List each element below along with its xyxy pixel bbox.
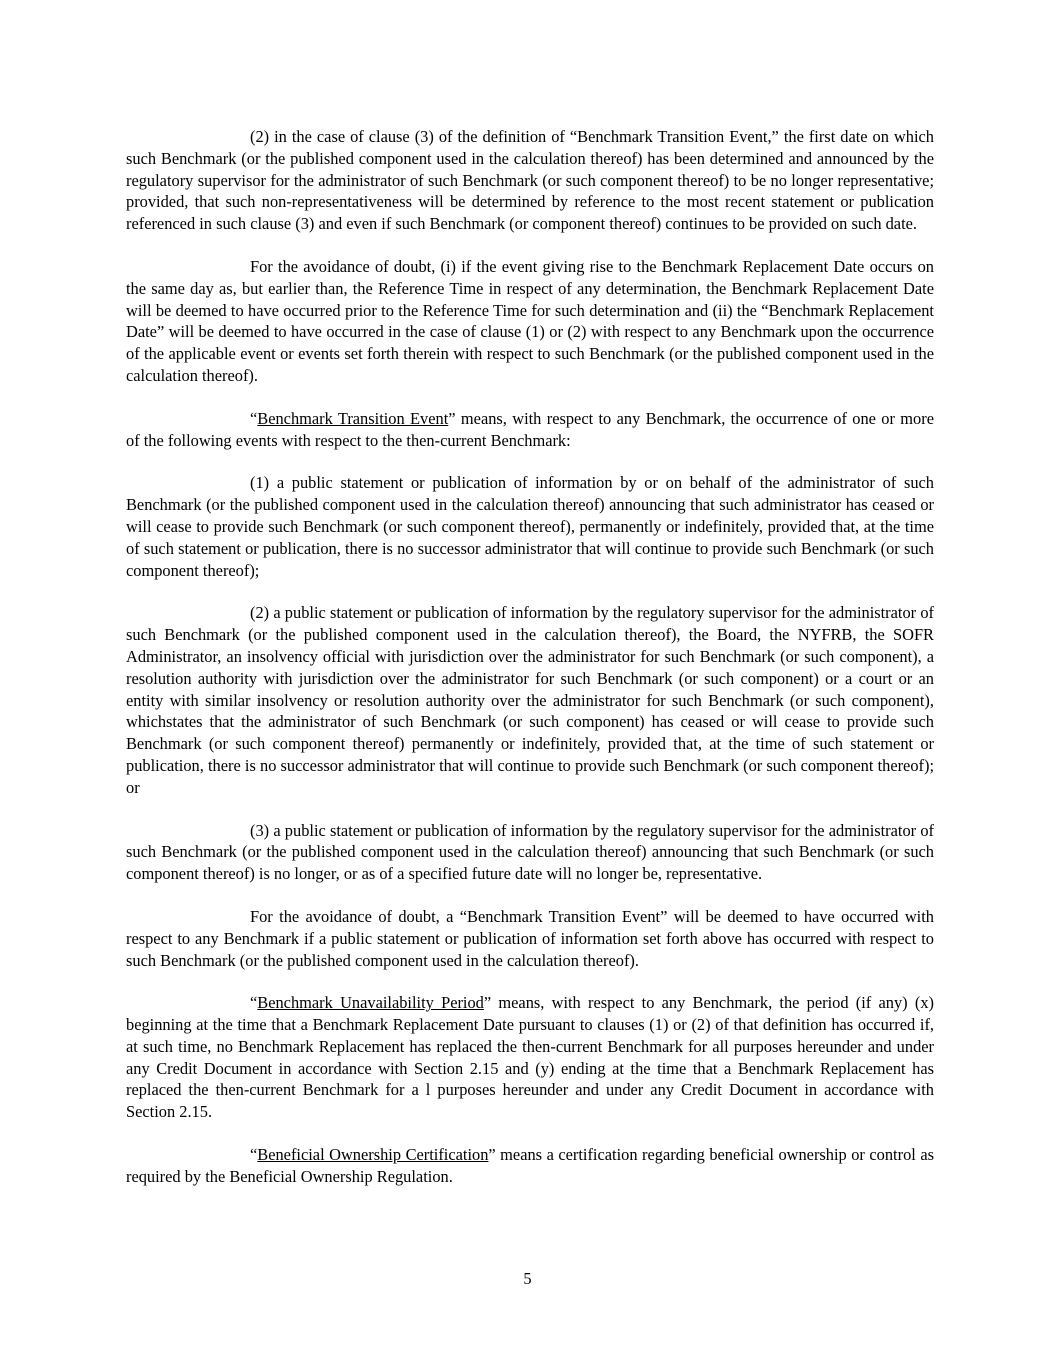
defined-term: Benchmark Unavailability Period: [257, 993, 484, 1013]
definition-beneficial-ownership-certification: [126, 1144, 934, 1188]
open-quote: “: [250, 993, 258, 1013]
paragraph-avoidance-of-doubt-replacement-date: [126, 256, 934, 387]
paragraph-text: For the avoidance of doubt, (i) if the event giving rise to the Benchmark Replacement Date occurs on the same day as, but earlier than, the Reference Time in respect of any determination, the Benchmark Replacement Date will be deemed to have occurred prior to the Reference Time for such determination and (ii) the “Benchmark Replacement Date” will be deemed to have occurred in the case of clause (1) or (2) with respect to any Benchmark upon the occurrence of the applicable event or events set forth therein with respect to such Benchmark (or the published component used in the calculation thereof).: [126, 256, 934, 385]
definition-text: ” means, with respect to any Benchmark, the occurrence of one or more of the following events with respect to the then-current Benchmark:: [126, 408, 934, 450]
definition-text: ” means a certification regarding beneficial ownership or control as required by the Beneficial Ownership Regulation.: [126, 1145, 934, 1186]
paragraph-transition-event-clause-1: [126, 472, 934, 581]
paragraph-benchmark-replacement-date-clause-2: [126, 126, 934, 235]
paragraph-transition-event-clause-2: [126, 602, 934, 798]
open-quote: “: [250, 408, 258, 428]
open-quote: “: [250, 1145, 258, 1165]
document-page: [126, 126, 934, 1209]
page-number: 5: [523, 1269, 532, 1288]
paragraph-text: (2) in the case of clause (3) of the definition of “Benchmark Transition Event,” the first date on which such Benchmark (or the published component used in the calculation thereof) has been determined and announced by the regulatory supervisor for the administrator of such Benchmark (or such component thereof) to be no longer representative; provided, that such non-representativeness will be determined by reference to the most recent statement or publication referenced in such clause (3) and even if such Benchmark (or component thereof) continues to be provided on such date.: [126, 127, 934, 234]
paragraph-text: (2) a public statement or publication of information by the regulatory supervisor for the administrator of such Benchmark (or the published component used in the calculation thereof), the Board, the NYFRB, the SOFR Administrator, an insolvency official with jurisdiction over the administrator for such Benchmark (or such component), a resolution authority with jurisdiction over the administrator for such Benchmark (or such component) or a court or an entity with similar insolvency or resolution authority over the administrator for such Benchmark (or such component), whichstates that the administrator of such Benchmark (or such component) has ceased or will cease to provide such Benchmark (or such component thereof) permanently or indefinitely, provided that, at the time of such statement or publication, there is no successor administrator that will continue to provide such Benchmark (or such component thereof); or: [126, 603, 934, 797]
paragraph-text: (1) a public statement or publication of information by or on behalf of the administrator of such Benchmark (or the published component used in the calculation thereof) announcing that such administrator has ceased or will cease to provide such Benchmark (or such component thereof), permanently or indefinitely, provided that, at the time of such statement or publication, there is no successor administrator that will continue to provide such Benchmark (or such component thereof);: [126, 473, 934, 580]
definition-benchmark-unavailability-period: [126, 992, 934, 1123]
defined-term: Beneficial Ownership Certification: [257, 1145, 489, 1165]
definition-text: ” means, with respect to any Benchmark, the period (if any) (x) beginning at the time that a Benchmark Replacement Date pursuant to clauses (1) or (2) of that definition has occurred if, at such time, no Benchmark Replacement has replaced the then-current Benchmark for all purposes hereunder and under any Credit Document in accordance with Section 2.15 and (y) ending at the time that a Benchmark Replacement has replaced the then-current Benchmark for a l purposes hereunder and under any Credit Document in accordance with Section 2.15.: [126, 993, 934, 1122]
paragraph-text: For the avoidance of doubt, a “Benchmark Transition Event” will be deemed to have occurred with respect to any Benchmark if a public statement or publication of information set forth above has occurred with respect to such Benchmark (or the published component used in the calculation thereof).: [126, 906, 934, 970]
defined-term: Benchmark Transition Event: [257, 408, 449, 428]
paragraph-avoidance-of-doubt-transition-event: [126, 906, 934, 971]
paragraph-transition-event-clause-3: [126, 820, 934, 885]
definition-benchmark-transition-event: [126, 408, 934, 452]
paragraph-text: (3) a public statement or publication of information by the regulatory supervisor for the administrator of such Benchmark (or the published component used in the calculation thereof) announcing that such Benchmark (or such component thereof) is no longer, or as of a specified future date will no longer be, representative.: [126, 820, 934, 884]
